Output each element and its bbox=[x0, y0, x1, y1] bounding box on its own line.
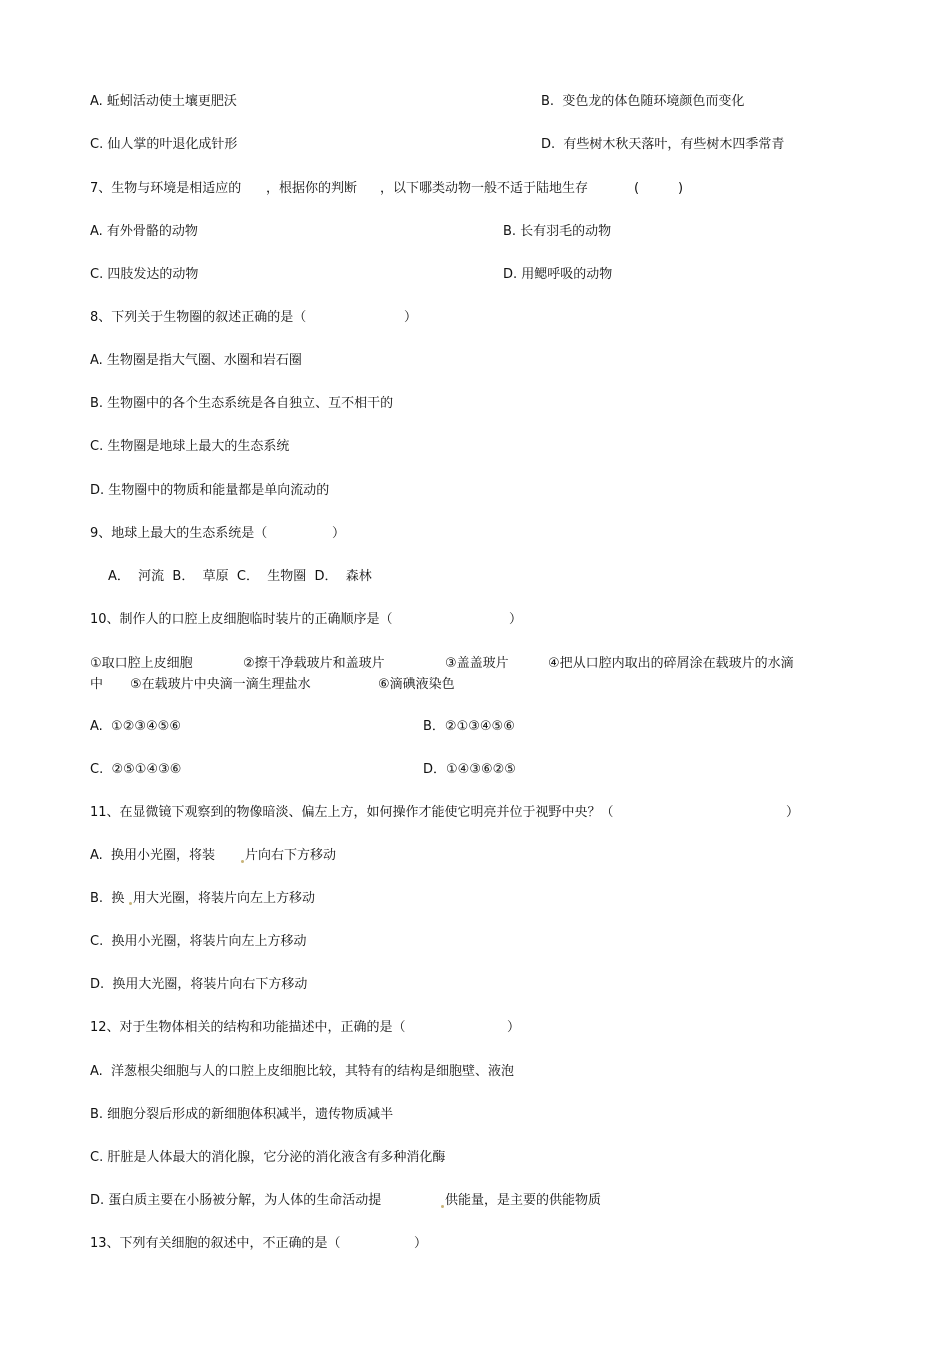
option-12d-part1: D. 蛋白质主要在小肠被分解，为人体的生命活动提 bbox=[90, 1193, 382, 1208]
option-7c: C. 四肢发达的动物 bbox=[90, 267, 199, 282]
step-2: ②擦干净载玻片和盖玻片 bbox=[243, 656, 385, 671]
question-10: 10、制作人的口腔上皮细胞临时装片的正确顺序是（ bbox=[90, 612, 393, 627]
option-10c: C. ②⑤①④③⑥ bbox=[90, 762, 182, 777]
option-8d: D. 生物圈中的物质和能量都是单向流动的 bbox=[90, 483, 330, 498]
question-7-part2: ，根据你的判断 bbox=[266, 181, 358, 196]
option-11d: D. 换用大光圈，将装片向右下方移动 bbox=[90, 977, 308, 992]
option-10d: D．①④③⑥②⑤ bbox=[423, 762, 516, 777]
speck-mark bbox=[241, 860, 244, 863]
option-11c: C. 换用小光圈，将装片向左上方移动 bbox=[90, 934, 307, 949]
question-11: 11、在显微镜下观察到的物像暗淡、偏左上方，如何操作才能使它明亮并位于视野中央？（ bbox=[90, 805, 614, 820]
option-6c: C. 仙人掌的叶退化成针形 bbox=[90, 137, 238, 152]
question-7-part3: ，以下哪类动物一般不适于陆地生存 bbox=[380, 181, 589, 196]
question-7-part1: 7、生物与环境是相适应的 bbox=[90, 181, 242, 196]
speck-mark bbox=[441, 1205, 444, 1208]
option-10b: B．②①③④⑤⑥ bbox=[423, 719, 515, 734]
step-4: ④把从口腔内取出的碎屑涂在载玻片的水滴 bbox=[548, 656, 794, 671]
option-7d: D. 用鳃呼吸的动物 bbox=[503, 267, 613, 282]
question-12: 12、对于生物体相关的结构和功能描述中，正确的是（ bbox=[90, 1020, 406, 1035]
step-6: ⑥滴碘液染色 bbox=[378, 677, 455, 692]
option-12c: C. 肝脏是人体最大的消化腺，它分泌的消化液含有多种消化酶 bbox=[90, 1150, 446, 1165]
option-11b-part1: B. 换 bbox=[90, 891, 125, 906]
question-8-paren-close: ） bbox=[404, 310, 418, 325]
question-9-paren-close: ） bbox=[332, 526, 346, 541]
question-7-paren-close: ) bbox=[678, 181, 684, 196]
step-1: ①取口腔上皮细胞 bbox=[90, 656, 193, 671]
question-8: 8、下列关于生物圈的叙述正确的是（ bbox=[90, 310, 307, 325]
option-6a: A. 蚯蚓活动使土壤更肥沃 bbox=[90, 94, 237, 109]
question-9: 9、地球上最大的生态系统是（ bbox=[90, 526, 268, 541]
option-10a: A. ①②③④⑤⑥ bbox=[90, 719, 181, 734]
step-5: ⑤在载玻片中央滴一滴生理盐水 bbox=[130, 677, 311, 692]
question-11-paren-close: ） bbox=[786, 805, 800, 820]
option-12b: B. 细胞分裂后形成的新细胞体积减半，遗传物质减半 bbox=[90, 1107, 394, 1122]
option-11a-part1: A. 换用小光圈，将装 bbox=[90, 848, 216, 863]
question-12-paren-close: ） bbox=[507, 1020, 521, 1035]
option-7a: A. 有外骨骼的动物 bbox=[90, 224, 198, 239]
options-9: A． 河流 B． 草原 C． 生物圈 D． 森林 bbox=[108, 569, 372, 584]
question-13: 13、下列有关细胞的叙述中，不正确的是（ bbox=[90, 1236, 341, 1251]
step-4-continued: 中 bbox=[90, 677, 104, 692]
question-7-paren-open: ( bbox=[634, 181, 640, 196]
option-6b: B. 变色龙的体色随环境颜色而变化 bbox=[541, 94, 745, 109]
option-12d-part2: 供能量，是主要的供能物质 bbox=[445, 1193, 602, 1208]
option-6d: D. 有些树木秋天落叶，有些树木四季常青 bbox=[541, 137, 785, 152]
option-8a: A. 生物圈是指大气圈、水圈和岩石圈 bbox=[90, 353, 302, 368]
question-13-paren-close: ） bbox=[414, 1236, 428, 1251]
option-7b: B. 长有羽毛的动物 bbox=[503, 224, 612, 239]
speck-mark bbox=[129, 902, 132, 905]
option-11b-part2: 用大光圈，将装片向左上方移动 bbox=[133, 891, 316, 906]
option-11a-part2: 片向右下方移动 bbox=[245, 848, 337, 863]
option-8c: C. 生物圈是地球上最大的生态系统 bbox=[90, 439, 290, 454]
question-10-paren-close: ） bbox=[509, 612, 523, 627]
option-8b: B. 生物圈中的各个生态系统是各自独立、互不相干的 bbox=[90, 396, 394, 411]
option-12a: A. 洋葱根尖细胞与人的口腔上皮细胞比较，其特有的结构是细胞壁、液泡 bbox=[90, 1064, 515, 1079]
step-3: ③盖盖玻片 bbox=[445, 656, 509, 671]
